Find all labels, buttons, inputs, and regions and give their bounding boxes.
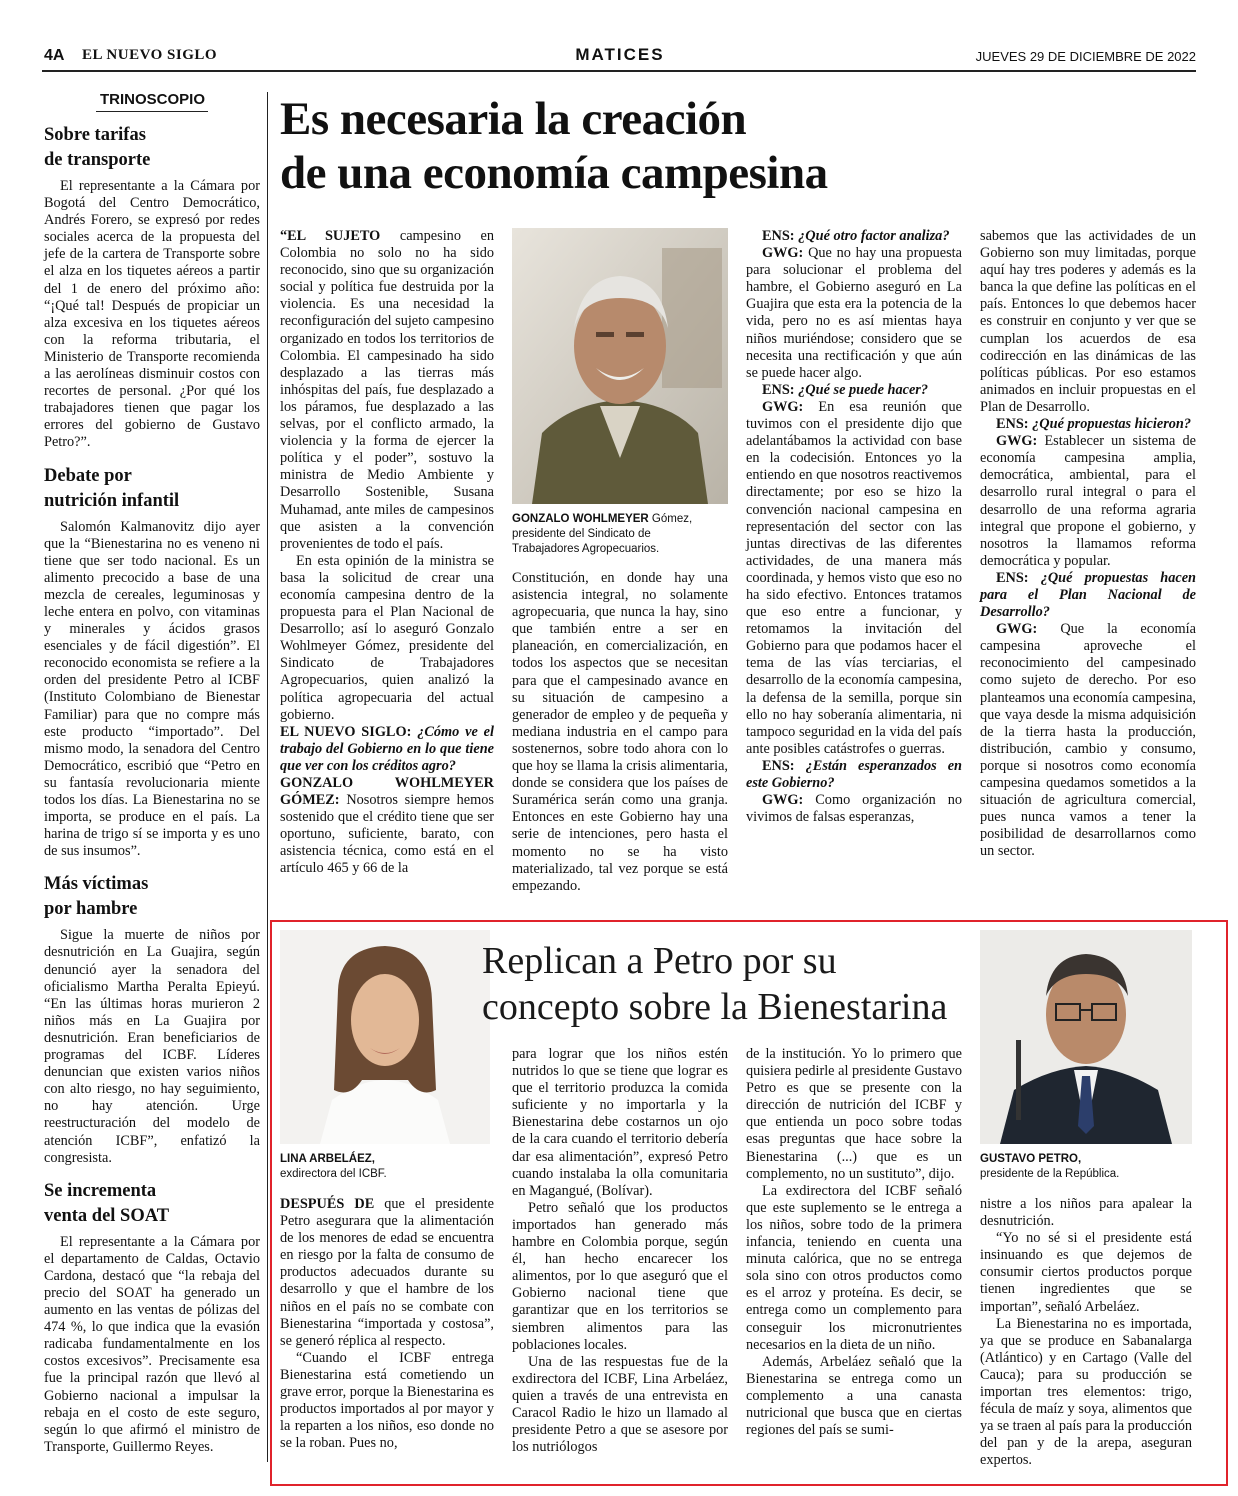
sidebar-kicker-underline (96, 111, 208, 112)
petro-caption: GUSTAVO PETRO, presidente de la República. (980, 1153, 1120, 1180)
sidebar-divider (267, 92, 268, 1462)
issue-date: JUEVES 29 DE DICIEMBRE DE 2022 (975, 49, 1196, 64)
article1-lead: “EL SUJETO (280, 228, 381, 244)
sidebar-item-body: Sigue la muerte de niños por desnutrición en La Guajira, según denunció ayer la senadora del oficialismo Martha Peralta Epieyú. “En las últimas horas murieron 2 niños más en La Guajira por desnutrición. Eran beneficiarios de programas del ICBF. Líderes denuncian que existen varios niños con alto riesgo, no hay seguimiento, no hay atención. Urge reestructuración del modelo de atención ICBF”, enfatizó la congresista. (44, 927, 260, 1166)
header-rule (42, 70, 1196, 72)
article1-column-2: Constitución, en donde hay una asistencia integral, no solamente agropecuaria, que nunca la hay, sino que también entre a ser en planeación, en comercialización, en todos los aspectos que se necesitan para que el campesinado avance en su situación de campesino a generador de empleo y de pequeña y mediana industria en el campo para sostenernos, sobre todo ahora con lo que hoy se llama la crisis alimentaria, donde se considera que los países de Suramérica serán como una granja. Entonces en este Gobierno hay una serie de intenciones, pero hasta el momento no se ha visto materializado, tal vez porque se está empezando. (512, 570, 728, 894)
article2-column-3: de la institución. Yo lo primero que quisiera pedirle al presidente Gustavo Petro es que se presente con la dirección de nutrición del ICBF y que entienda un poco sobre todas esas preguntas que hace sobre la Bienestarina (...) que es un complemento, no un sustituto”, dijo. La exdirectora del ICBF señaló que este suplemento se le entrega a los niños, sobre todo de la primera infancia, teniendo en cuenta una minuta calórica, que no se entrega sola sino con otros productos como es el arroz y proteína. Es decir, se entrega como un complemento para conseguir los micronutrientes necesarios en la dieta de un niño. Además, Arbeláez señaló que la Bienestarina se entrega como un complemento a una canasta nutricional que busca que en ciertas regiones del país se sumi- (746, 1046, 962, 1439)
article2-column-1: DESPUÉS DE que el presidente Petro asegurara que la alimentación de los menores de edad se encuentra en riesgo por la falta de consumo de productos adecuados durante su desarrollo y que el hambre de los niños en el país no se combate con Bienestarina “importada y costosa”, se generó réplica al respecto. “Cuando el ICBF entrega Bienestarina está cometiendo un grave error, porque la Bienestarina es productos importados al por mayor y la reparten a los niños, eso donde no se la roban. Pues no, (280, 1196, 494, 1452)
sidebar-item-body: El representante a la Cámara por Bogotá del Centro Democrático, Andrés Forero, se expresó por redes sociales acerca de la propuesta del jefe de la cartera de Transporte sobre el alza en los tiquetes aéreos a partir del 1 de enero del próximo año: “¡Qué tal! Después de propiciar un alza excesiva en los tiquetes aéreos con la reforma tributaria, el Ministerio de Transporte recomienda a las aerolíneas disminuir costos con recortes de personal. ¿Por qué los trabajadores tienen que pagar los errores del gobierno de Gustavo Petro?”. (44, 178, 260, 451)
sidebar-item-title: Sobre tarifas de transporte (44, 125, 151, 170)
portrait-illustration (512, 228, 728, 504)
sidebar-item-body: Salomón Kalmanovitz dijo ayer que la “Bienestarina no es veneno ni tiene que ser todo nacional. Es un alimento precocido a base de una mezcla de cereales, leguminosas y leche entera en polvo, con vitaminas y minerales y ácidos grasos esenciales y de fácil digestión”. El reconocido economista se refiere a la orden del presidente Petro al ICBF (Instituto Colombiano de Bienestar Familiar) para que no compre más este producto “importado”. Del mismo modo, la senadora del Centro Democrático, escribió que “Petro en su fantasía revolucionaria miente todos los días. La Bienestarina no se importa, se produce en el país. La harina de trigo sí se importa y es uno de sus insumos”. (44, 518, 260, 860)
portrait-illustration (980, 930, 1192, 1144)
sidebar-item (44, 123, 260, 452)
article2-headline: Replican a Petro por su concepto sobre la Bienestarina (482, 940, 948, 1028)
article2-column-2: para lograr que los niños estén nutridos lo que se tiene que lograr es que el territorio produzca la comida suficiente y no importarla y la Bienestarina debe costarnos un ojo de la cara cuando el territorio debería dar esa alimentación”, expresó Petro cuando instalaba la olla comunitaria en Magangué, (Bolívar). Petro señaló que los productos importados han generado más hambre en Colombia porque, según él, han hecho encarecer los alimentos, por lo que aseguró que el Gobierno nacional tiene que garantizar que en los territorios se siembren alimentos para las poblaciones locales. Una de las respuestas fue de la exdirectora del ICBF, Lina Arbeláez, quien a través de una entrevista en Caracol Radio le hizo un llamado al presidente Petro a que se asesore por los nutriólogos (512, 1046, 728, 1456)
sidebar (44, 123, 260, 1456)
gustavo-petro-photo (980, 930, 1192, 1144)
sidebar-item-body: El representante a la Cámara por el departamento de Caldas, Octavio Cardona, destacó que “la rebaja del precio del SOAT ha generado un aumento en las ventas de pólizas del 474 %, lo que indica que la evasión radicaba fundamentalmente en los costos excesivos”. Precisamente esa fue la principal razón que llevó al Gobierno nacional a impulsar la rebaja en el costo de este seguro, según lo que afirmó el ministro de Transporte, Guillermo Reyes. (44, 1233, 260, 1455)
portrait-illustration (280, 930, 490, 1144)
sidebar-kicker: TRINOSCOPIO (100, 91, 206, 108)
sidebar-item-title: Más víctimas por hambre (44, 874, 149, 920)
lina-caption: LINA ARBELÁEZ, exdirectora del ICBF. (280, 1153, 387, 1180)
article1-headline: Es necesaria la creación de una economía campesina (280, 93, 828, 199)
article1-column-3: ENS: ¿Qué otro factor analiza? GWG: Que no hay una propuesta para solucionar el problema del hambre, el Gobierno aseguró en La Guajira que esta era la potencia de la vida, pero no es así mientas haya niños muriéndose; considero que se necesita una rectificación y que aún se puede hacer algo. ENS: ¿Qué se puede hacer? GWG: En esa reunión que tuvimos con el presidente dijo que adelantábamos la actividad con base en la codecisión. Entonces yo la entiendo en que nosotros reactivemos directamente; por eso se hizo la convención nacional campesina en representación del sector con las juntas directivas de las diferentes actividades, de una manera más coordinada, y hemos visto que eso no ha sido efectivo. Entonces tratamos que eso entre a funcionar, y retomamos la invitación del Gobierno para que podamos hacer el tema de las vías terciarias, el desarrollo de la economía campesina, la defensa de la semilla, porque sin ello no hay soberanía alimentaria, ni tampoco seguridad en la vida del país ante posibles catástrofes o guerras. ENS: ¿Están esperanzados en este Gobierno? GWG: Como organización no vivimos de falsas esperanzas, (746, 228, 963, 826)
sidebar-item-title: Debate por nutrición infantil (44, 465, 180, 511)
article1-column-4: sabemos que las actividades de un Gobierno son muy limitadas, porque aquí hay tres poderes y además es la banca la que define las políticas en el país. Entonces lo que debemos hacer es construir en conjunto y ver que se cumplan los acuerdos de esa codirección en las dinámicas de las políticas públicas. Por eso estamos animados en incluir propuestas en el Plan de Desarrollo. ENS: ¿Qué propuestas hicieron? GWG: Establecer un sistema de economía campesina amplia, democrática, ambiental, para el desarrollo rural integral o para el desarrollo de una reforma agraria integral que propone el gobierno, y nosotros la llamamos reforma democrática y popular. ENS: ¿Qué propuestas hacen para el Plan Nacional de Desarrollo? GWG: Que la economía campesina aproveche el reconocimiento del campesinado como sujeto de derecho. Por eso planteamos una economía campesina, que vaya desde la misma adquisición de la tierra hasta la producción, distribución, cambio y consumo, porque si nosotros como economía campesina quedamos sometidos a la situación de agricultura comercial, pues nunca vamos a tener la posibilidad de desarrollarnos como un sector. (980, 228, 1197, 860)
newspaper-name: EL NUEVO SIGLO (82, 47, 218, 63)
sidebar-item-title: Se incrementa venta del SOAT (44, 1180, 170, 1226)
gonzalo-caption: GONZALO WOHLMEYER Gómez, presidente del Sindicato de Trabajadores Agropecuarios. (512, 513, 693, 555)
gonzalo-wohlmeyer-photo (512, 228, 728, 504)
section-name: MATICES (575, 45, 665, 64)
page-number: 4A (44, 47, 65, 64)
article2-lead: DESPUÉS DE (280, 1196, 375, 1212)
sidebar-item (44, 1179, 260, 1456)
lina-arbelaez-photo (280, 930, 490, 1144)
article2-column-4: nistre a los niños para apalear la desnutrición. “Yo no sé si el presidente está insinuando es que dejemos de consumir ciertos productos porque tienen ingredientes que se importan”, señaló Arbeláez. La Bienestarina no es importada, ya que se produce en Sabanalarga (Atlántico) y en Cartago (Valle del Cauca); para su producción se importan tres elementos: trigo, fécula de maíz y soya, alimentos que ya se traen al país para la producción del pan y de la arepa, aseguran expertos. (980, 1196, 1192, 1469)
article1-column-1: “EL SUJETO campesino en Colombia no solo no ha sido reconocido, sino que su organización social y política fue destruida por la violencia. Es una necesidad la reconfiguración del sujeto campesino organizado en todos los territorios de Colombia. El campesinado ha sido desplazado a las tierras más inhóspitas del país, fue desplazado a los páramos, fue desplazado a las selvas, por el conflicto armado, la violencia y la forma de ejercer la política y el poder”, sostuvo la ministra de Medio Ambiente y Desarrollo Sostenible, Susana Muhamad, ante miles de campesinos que asisten a la convención provenientes de todo el país. En esta opinión de la ministra se basa la solicitud de crear una economía campesina dentro de la propuesta para el Plan Nacional de Desarrollo; así lo aseguró Gonzalo Wohlmeyer Gómez, presidente del Sindicato de Trabajadores Agropecuarios, quien analizó la política agropecuaria del actual gobierno. EL NUEVO SIGLO: ¿Cómo ve el trabajo del Gobierno en lo que tiene que ver con los créditos agro? GONZALO WOHLMEYER GÓMEZ: Nosotros siempre hemos sostenido que el crédito tiene que ser oportuno, suficiente, barato, con asistencia técnica, como está en el artículo 465 y 66 de la (280, 228, 494, 877)
sidebar-item (44, 464, 260, 861)
sidebar-item (44, 872, 260, 1166)
